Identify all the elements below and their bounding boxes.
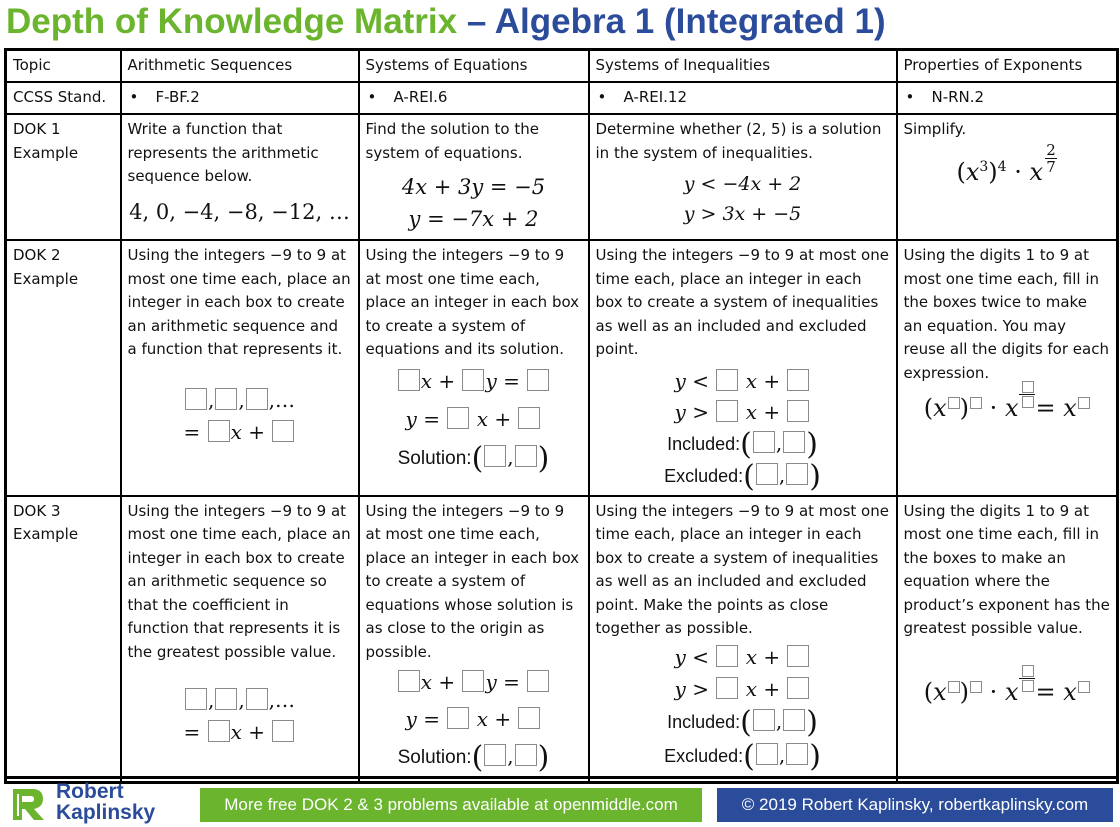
- ccss-standard: • N-RN.2: [904, 88, 985, 106]
- copyright-banner[interactable]: © 2019 Robert Kaplinsky, robertkaplinsky.com: [717, 788, 1113, 822]
- logo-wordmark: [56, 781, 155, 823]
- row-label-dok1: DOK 1 Example: [6, 114, 121, 240]
- footer-divider: [4, 776, 1116, 779]
- row-label-dok3: DOK 3 Example: [6, 496, 121, 783]
- openmiddle-banner[interactable]: More free DOK 2 & 3 problems available at openmiddle.com: [200, 788, 702, 822]
- excluded-label: Excluded:: [664, 745, 744, 766]
- logo-first-name: Robert: [56, 780, 124, 803]
- ccss-cell: [897, 82, 1118, 114]
- dok3-prompt: Using the integers −9 to 9 at most one time each, place an integer in each box to create an arithmetic sequence so that the coefficient in function that represents it is the greatest possible value.: [127, 501, 351, 661]
- dok1-row: [6, 114, 1118, 240]
- dok1-inequalities-cell: [589, 114, 897, 240]
- dok1-prompt: Determine whether (2, 5) is a solution in the system of inequalities.: [595, 120, 882, 162]
- topic-systems-of-inequalities: Systems of Inequalities: [589, 50, 897, 83]
- solution-label: Solution:: [397, 447, 472, 469]
- topic-row: [6, 50, 1118, 83]
- ccss-standard: • A-REI.12: [596, 88, 688, 106]
- dok1-prompt: Write a function that represents the arithmetic sequence below.: [127, 120, 319, 185]
- inequality-template: y < x + y > x + Included:( , ) Excluded:( , ): [664, 644, 821, 774]
- excluded-label: Excluded:: [664, 465, 744, 486]
- equation-2: y = −7x + 2: [408, 207, 539, 231]
- inequality-1: y < −4x + 2: [683, 173, 802, 195]
- kaplinsky-logo-icon: [10, 786, 46, 822]
- dok1-exponents-cell: [897, 114, 1118, 240]
- topic-systems-of-equations: Systems of Equations: [359, 50, 589, 83]
- title-subject: – Algebra 1 (Integrated 1): [457, 2, 886, 41]
- dok3-prompt: Using the digits 1 to 9 at most one time each, fill in the boxes to make an equation where the product’s exponent has the greatest possible value.: [903, 501, 1110, 637]
- ccss-row: [6, 82, 1118, 114]
- logo-last-name: Kaplinsky: [56, 801, 156, 824]
- ccss-standard: • F-BF.2: [128, 88, 200, 106]
- solution-label: Solution:: [397, 747, 472, 768]
- system-template: x + y = y = x + Solution:( , ): [397, 670, 550, 775]
- exponent-template: (x ) · x = x: [904, 681, 1111, 705]
- dok2-row: [6, 240, 1118, 496]
- title-main: Depth of Knowledge Matrix: [6, 2, 458, 41]
- dok3-row: [6, 496, 1118, 783]
- dok2-exponents-cell: [897, 240, 1118, 496]
- row-label-ccss: CCSS Stand.: [6, 82, 121, 114]
- dok2-prompt: Using the integers −9 to 9 at most one time each, place an integer in each box to create a system of equations and its solution.: [365, 246, 580, 358]
- dok1-arithmetic-cell: [121, 114, 359, 240]
- dok2-prompt: Using the integers −9 to 9 at most one time each, place an integer in each box to create a system of inequalities as well as an included and excluded point.: [595, 246, 889, 358]
- dok1-prompt: Find the solution to the system of equations.: [365, 120, 539, 162]
- row-label-dok2: DOK 2 Example: [6, 240, 121, 496]
- exponent-template: (x ) · x = x: [904, 397, 1111, 421]
- dok3-exponents-cell: [897, 496, 1118, 783]
- sequence-template: , , ,… = x +: [183, 387, 296, 444]
- included-label: Included:: [667, 711, 741, 732]
- dok2-prompt: Using the digits 1 to 9 at most one time each, fill in the boxes twice to make an equation. You may reuse all the digits for each expression.: [903, 246, 1109, 382]
- topic-properties-of-exponents: Properties of Exponents: [897, 50, 1118, 83]
- page-title: [6, 0, 886, 44]
- sequence-expression: 4, 0, −4, −8, −12, …: [129, 199, 350, 224]
- sequence-template: , , ,… = x +: [183, 688, 296, 744]
- dok3-prompt: Using the integers −9 to 9 at most one time each, place an integer in each box to create a system of equations whose solution is as close to the origin as possible.: [365, 501, 580, 661]
- exponent-expression: $(x^3)^4 \cdot x$ $\frac{2}{7}$: [956, 140, 1056, 186]
- ccss-cell: [121, 82, 359, 114]
- included-label: Included:: [667, 433, 741, 454]
- dok2-equations-cell: [359, 240, 589, 496]
- dok3-prompt: Using the integers −9 to 9 at most one time each, place an integer in each box to create a system of inequalities as well as an included and excluded point. Make the points as close together as possible.: [595, 501, 889, 637]
- row-label-topic: Topic: [6, 50, 121, 83]
- ccss-cell: [359, 82, 589, 114]
- dok3-equations-cell: [359, 496, 589, 783]
- inequality-template: y < x + y > x + Included:( , ) Excluded:( , ): [664, 368, 821, 494]
- dok2-prompt: Using the integers −9 to 9 at most one time each, place an integer in each box to create an arithmetic sequence and a function that represents it.: [127, 246, 351, 358]
- inequality-2: y > 3x + −5: [683, 203, 802, 225]
- equation-1: 4x + 3y = −5: [401, 175, 546, 199]
- dok3-arithmetic-cell: [121, 496, 359, 783]
- ccss-cell: [589, 82, 897, 114]
- ccss-standard: • A-REI.6: [366, 88, 448, 106]
- system-template: x + y = y = x + Solution:( , ): [397, 368, 550, 476]
- dok1-prompt: Simplify.: [903, 120, 967, 138]
- dok3-inequalities-cell: [589, 496, 897, 783]
- dok2-arithmetic-cell: [121, 240, 359, 496]
- dok2-inequalities-cell: [589, 240, 897, 496]
- dok-matrix-table: [4, 48, 1119, 784]
- dok1-equations-cell: [359, 114, 589, 240]
- topic-arithmetic-sequences: Arithmetic Sequences: [121, 50, 359, 83]
